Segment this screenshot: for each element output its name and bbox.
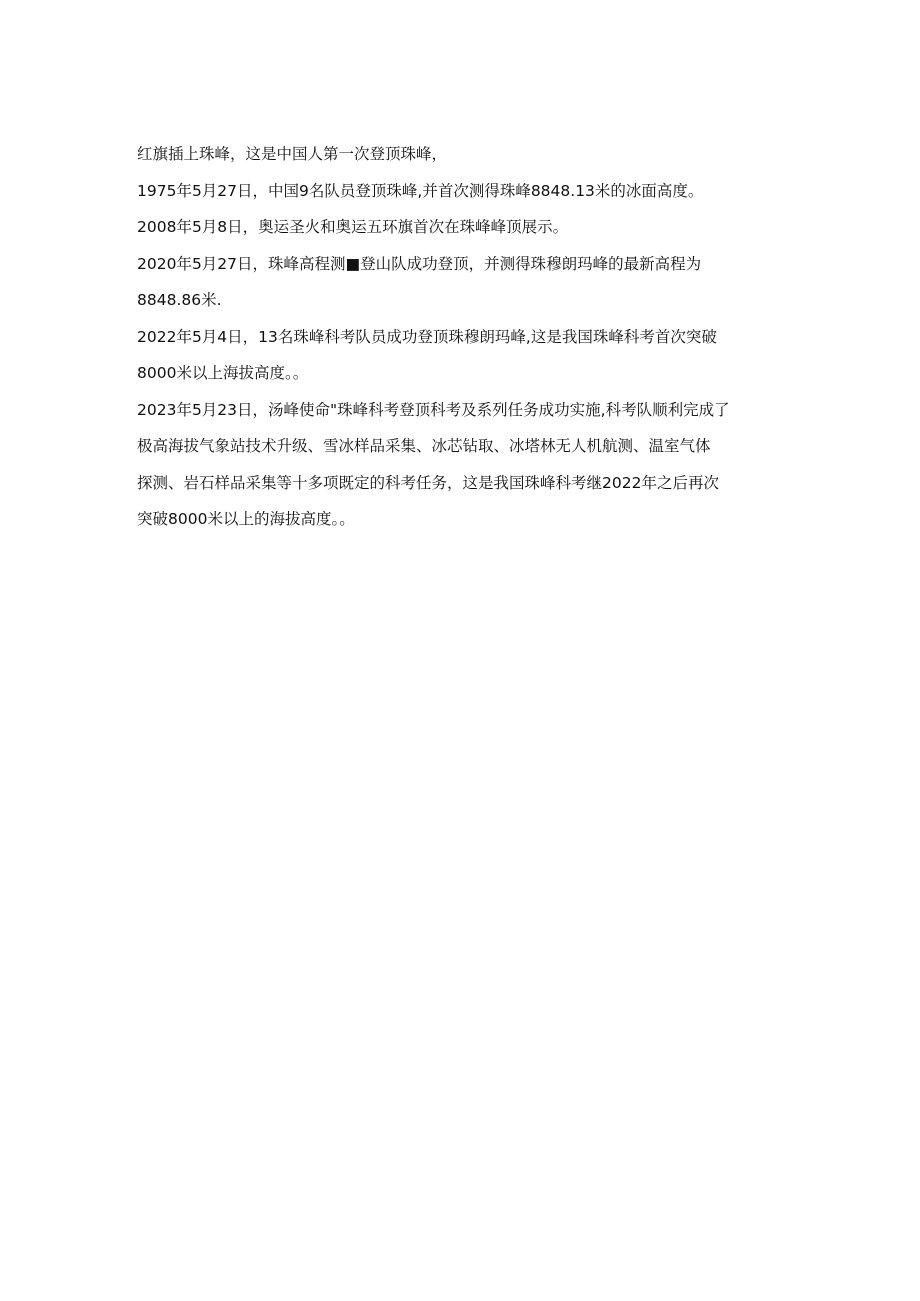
text-line-6: 2022年5月4日，13名珠峰科考队员成功登顶珠穆朗玛峰,这是我国珠峰科考首次突破 xyxy=(137,327,717,346)
text-line-7: 8000米以上海拔高度。。 xyxy=(137,364,309,382)
text-line-4: 2020年5月27日，珠峰高程测■登山队成功登顶，并测得珠穆朗玛峰的最新高程为 xyxy=(137,254,702,273)
text-line-2: 1975年5月27日，中国9名队员登顶珠峰,并首次测得珠峰8848.13米的冰面高度。 xyxy=(137,181,704,200)
text-line-11: 突破8000米以上的海拔高度。。 xyxy=(137,510,355,528)
text-line-1: 红旗插上珠峰，这是中国人第一次登顶珠峰， xyxy=(137,145,448,163)
document-body xyxy=(137,142,797,544)
text-line-9: 极高海拔气象站技术升级、雪冰样品采集、冰芯钻取、冰塔林无人机航测、温室气体 xyxy=(137,437,711,455)
text-line-8: 2023年5月23日，汤峰使命"珠峰科考登顶科考及系列任务成功实施,科考队顺利完成了 xyxy=(137,400,730,419)
text-line-3: 2008年5月8日，奥运圣火和奥运五环旗首次在珠峰峰顶展示。 xyxy=(137,218,569,236)
text-line-5: 8848.86米. xyxy=(137,291,222,309)
text-line-10: 探测、岩石样品采集等十多项既定的科考任务，这是我国珠峰科考继2022年之后再次 xyxy=(137,473,719,492)
